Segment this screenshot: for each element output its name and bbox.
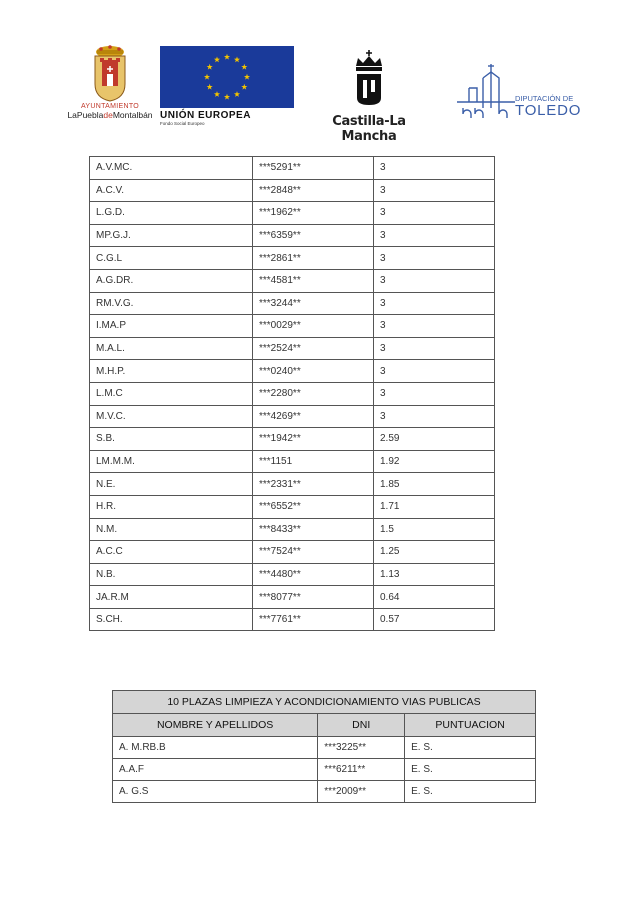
cell-dni: ***8077** — [253, 586, 374, 609]
cell-dni: ***6359** — [253, 224, 374, 247]
cell-dni: ***2009** — [318, 781, 405, 803]
eu-star-icon — [224, 94, 230, 100]
cell-name: N.B. — [90, 563, 253, 586]
cell-dni: ***4480** — [253, 563, 374, 586]
cell-score: 3 — [374, 360, 495, 383]
eu-star-icon — [241, 84, 247, 90]
ayuntamiento-town: LaPuebladeMontalbán — [67, 110, 153, 120]
cell-name: L.M.C — [90, 382, 253, 405]
clm-logo — [310, 50, 428, 144]
scores-table — [89, 156, 495, 631]
cell-score: 3 — [374, 405, 495, 428]
table-row — [90, 428, 495, 451]
eu-star-icon — [214, 56, 220, 62]
table-row — [90, 157, 495, 180]
page-header — [0, 0, 637, 144]
eu-flag-icon — [160, 46, 294, 108]
eu-star-icon — [204, 74, 210, 80]
table-row — [113, 737, 536, 759]
cell-name: A.A.F — [113, 759, 318, 781]
ayuntamiento-label: AYUNTAMIENTO — [80, 103, 140, 110]
table-row — [90, 405, 495, 428]
table-row — [90, 292, 495, 315]
cell-dni: ***1962** — [253, 202, 374, 225]
cell-score: 1.25 — [374, 541, 495, 564]
table-row — [90, 382, 495, 405]
table-row — [90, 315, 495, 338]
table-row — [90, 224, 495, 247]
cell-dni: ***0240** — [253, 360, 374, 383]
table-row — [113, 759, 536, 781]
eu-star-icon — [207, 84, 213, 90]
cell-score: E. S. — [405, 737, 536, 759]
cell-name: A.C.V. — [90, 179, 253, 202]
ayuntamiento-logo — [60, 44, 160, 120]
column-header-score: PUNTUACION — [405, 714, 536, 737]
cell-score: 3 — [374, 202, 495, 225]
table-row — [90, 360, 495, 383]
cell-dni: ***3225** — [318, 737, 405, 759]
cell-dni: ***2848** — [253, 179, 374, 202]
cell-score: 3 — [374, 179, 495, 202]
cell-name: A. G.S — [113, 781, 318, 803]
cell-score: 3 — [374, 382, 495, 405]
diputacion-line2: TOLEDO — [515, 102, 582, 119]
cell-dni: ***3244** — [253, 292, 374, 315]
cell-name: S.CH. — [90, 608, 253, 631]
cell-name: N.E. — [90, 473, 253, 496]
table-row — [90, 473, 495, 496]
cell-dni: ***4269** — [253, 405, 374, 428]
cell-name: A. M.RB.B — [113, 737, 318, 759]
cell-score: E. S. — [405, 781, 536, 803]
cell-name: L.G.D. — [90, 202, 253, 225]
eu-star-icon — [241, 64, 247, 70]
cell-dni: ***6211** — [318, 759, 405, 781]
eu-subtitle: Fondo Social Europeo — [160, 121, 205, 126]
cell-dni: ***2524** — [253, 337, 374, 360]
clm-crown-icon — [352, 50, 386, 106]
cell-dni: ***5291** — [253, 157, 374, 180]
cell-name: JA.R.M — [90, 586, 253, 609]
table-row — [90, 247, 495, 270]
cell-dni: ***0029** — [253, 315, 374, 338]
table-row — [90, 518, 495, 541]
cell-score: 1.71 — [374, 495, 495, 518]
cell-dni: ***1151 — [253, 450, 374, 473]
table-row — [90, 450, 495, 473]
coat-of-arms-icon — [90, 44, 130, 102]
diputacion-logo — [455, 58, 585, 129]
cell-dni: ***2861** — [253, 247, 374, 270]
cell-name: MP.G.J. — [90, 224, 253, 247]
column-header-dni: DNI — [318, 714, 405, 737]
cell-dni: ***7524** — [253, 541, 374, 564]
table-row — [90, 337, 495, 360]
eu-star-icon — [214, 91, 220, 97]
cell-score: 1.85 — [374, 473, 495, 496]
column-header-name: NOMBRE Y APELLIDOS — [113, 714, 318, 737]
cell-name: M.A.L. — [90, 337, 253, 360]
cell-name: RM.V.G. — [90, 292, 253, 315]
cell-name: A.G.DR. — [90, 269, 253, 292]
cell-dni: ***2280** — [253, 382, 374, 405]
plazas-title: 10 PLAZAS LIMPIEZA Y ACONDICIONAMIENTO VIAS PUBLICAS — [113, 691, 536, 714]
toledo-skyline-icon — [455, 58, 517, 124]
cell-name: I.MA.P — [90, 315, 253, 338]
cell-score: 3 — [374, 292, 495, 315]
cell-name: A.C.C — [90, 541, 253, 564]
cell-score: 3 — [374, 247, 495, 270]
plazas-table — [112, 690, 536, 803]
cell-name: S.B. — [90, 428, 253, 451]
cell-name: A.V.MC. — [90, 157, 253, 180]
table-row — [90, 586, 495, 609]
eu-star-icon — [234, 91, 240, 97]
cell-score: 1.92 — [374, 450, 495, 473]
cell-score: 1.5 — [374, 518, 495, 541]
table-row — [113, 781, 536, 803]
cell-score: 3 — [374, 224, 495, 247]
eu-name: UNIÓN EUROPEA — [160, 110, 251, 121]
eu-star-icon — [207, 64, 213, 70]
cell-score: 3 — [374, 337, 495, 360]
eu-star-icon — [244, 74, 250, 80]
table-row — [90, 202, 495, 225]
cell-score: 3 — [374, 315, 495, 338]
cell-name: M.H.P. — [90, 360, 253, 383]
clm-name: Castilla-La Mancha — [332, 114, 406, 144]
eu-logo — [160, 46, 300, 126]
table-row — [90, 541, 495, 564]
cell-name: N.M. — [90, 518, 253, 541]
cell-score: 1.13 — [374, 563, 495, 586]
table-row — [90, 269, 495, 292]
cell-name: C.G.L — [90, 247, 253, 270]
diputacion-line1: DIPUTACIÓN DE — [515, 94, 574, 103]
cell-dni: ***8433** — [253, 518, 374, 541]
table-row — [90, 179, 495, 202]
cell-dni: ***6552** — [253, 495, 374, 518]
eu-star-icon — [234, 56, 240, 62]
cell-score: 0.64 — [374, 586, 495, 609]
cell-score: 0.57 — [374, 608, 495, 631]
cell-dni: ***4581** — [253, 269, 374, 292]
cell-dni: ***7761** — [253, 608, 374, 631]
cell-dni: ***1942** — [253, 428, 374, 451]
cell-name: H.R. — [90, 495, 253, 518]
cell-score: 3 — [374, 269, 495, 292]
table-row — [90, 495, 495, 518]
cell-score: 3 — [374, 157, 495, 180]
cell-score: E. S. — [405, 759, 536, 781]
cell-name: LM.M.M. — [90, 450, 253, 473]
eu-star-icon — [224, 54, 230, 60]
table-row — [90, 563, 495, 586]
cell-name: M.V.C. — [90, 405, 253, 428]
table-row — [90, 608, 495, 631]
cell-score: 2.59 — [374, 428, 495, 451]
cell-dni: ***2331** — [253, 473, 374, 496]
